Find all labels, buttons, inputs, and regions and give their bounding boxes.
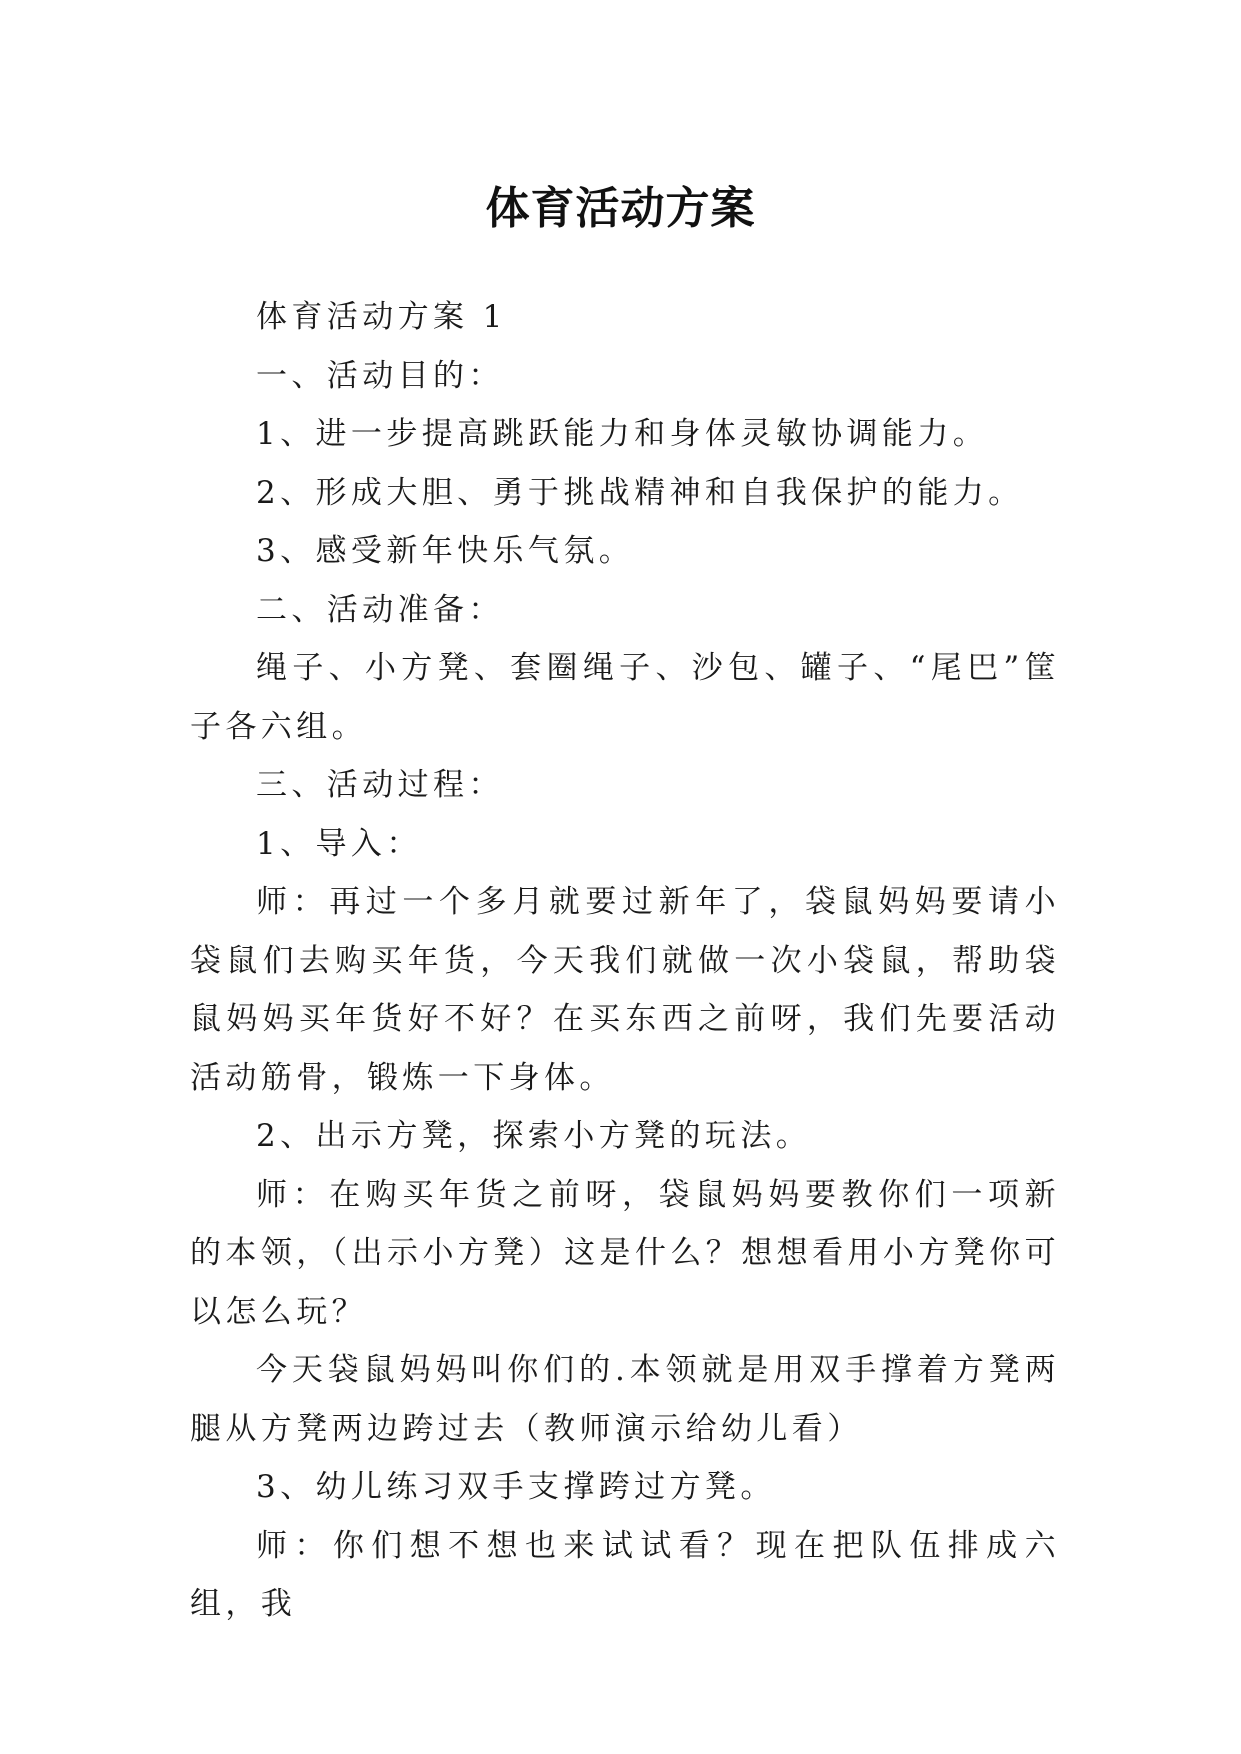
body-paragraph: 师：你们想不想也来试试看？现在把队伍排成六组，我 xyxy=(190,1527,1060,1622)
section-heading: 体育活动方案 1 xyxy=(256,299,507,335)
body-paragraph: 师：在购买年货之前呀，袋鼠妈妈要教你们一项新的本领，（出示小方凳）这是什么？想想看用小方凳你可以怎么玩？ xyxy=(190,1176,1060,1330)
body-paragraph: 绳子、小方凳、套圈绳子、沙包、罐子、“尾巴”筐子各六组。 xyxy=(190,650,1060,745)
body-paragraph: 3、幼儿练习双手支撑跨过方凳。 xyxy=(256,1469,776,1505)
body-paragraph: 今天袋鼠妈妈叫你们的.本领就是用双手撑着方凳两腿从方凳两边跨过去（教师演示给幼儿看） xyxy=(190,1352,1060,1447)
body-paragraph: 1、进一步提高跳跃能力和身体灵敏协调能力。 xyxy=(256,416,989,452)
body-paragraph: 师：再过一个多月就要过新年了，袋鼠妈妈要请小袋鼠们去购买年货，今天我们就做一次小袋鼠，帮助袋鼠妈妈买年货好不好？在买东西之前呀，我们先要活动活动筋骨，锻炼一下身体。 xyxy=(190,884,1060,1096)
body-paragraph: 3、感受新年快乐气氛。 xyxy=(256,533,635,569)
document-body xyxy=(190,288,1060,1634)
subsection-heading: 三、活动过程： xyxy=(256,767,504,803)
body-paragraph: 2、出示方凳，探索小方凳的玩法。 xyxy=(256,1118,812,1154)
subsection-heading: 一、活动目的： xyxy=(256,357,504,394)
subsection-heading: 二、活动准备： xyxy=(256,591,504,628)
document-title: 体育活动方案 xyxy=(485,183,756,235)
body-paragraph: 1、导入： xyxy=(256,825,422,862)
body-paragraph: 2、形成大胆、勇于挑战精神和自我保护的能力。 xyxy=(256,474,1024,511)
